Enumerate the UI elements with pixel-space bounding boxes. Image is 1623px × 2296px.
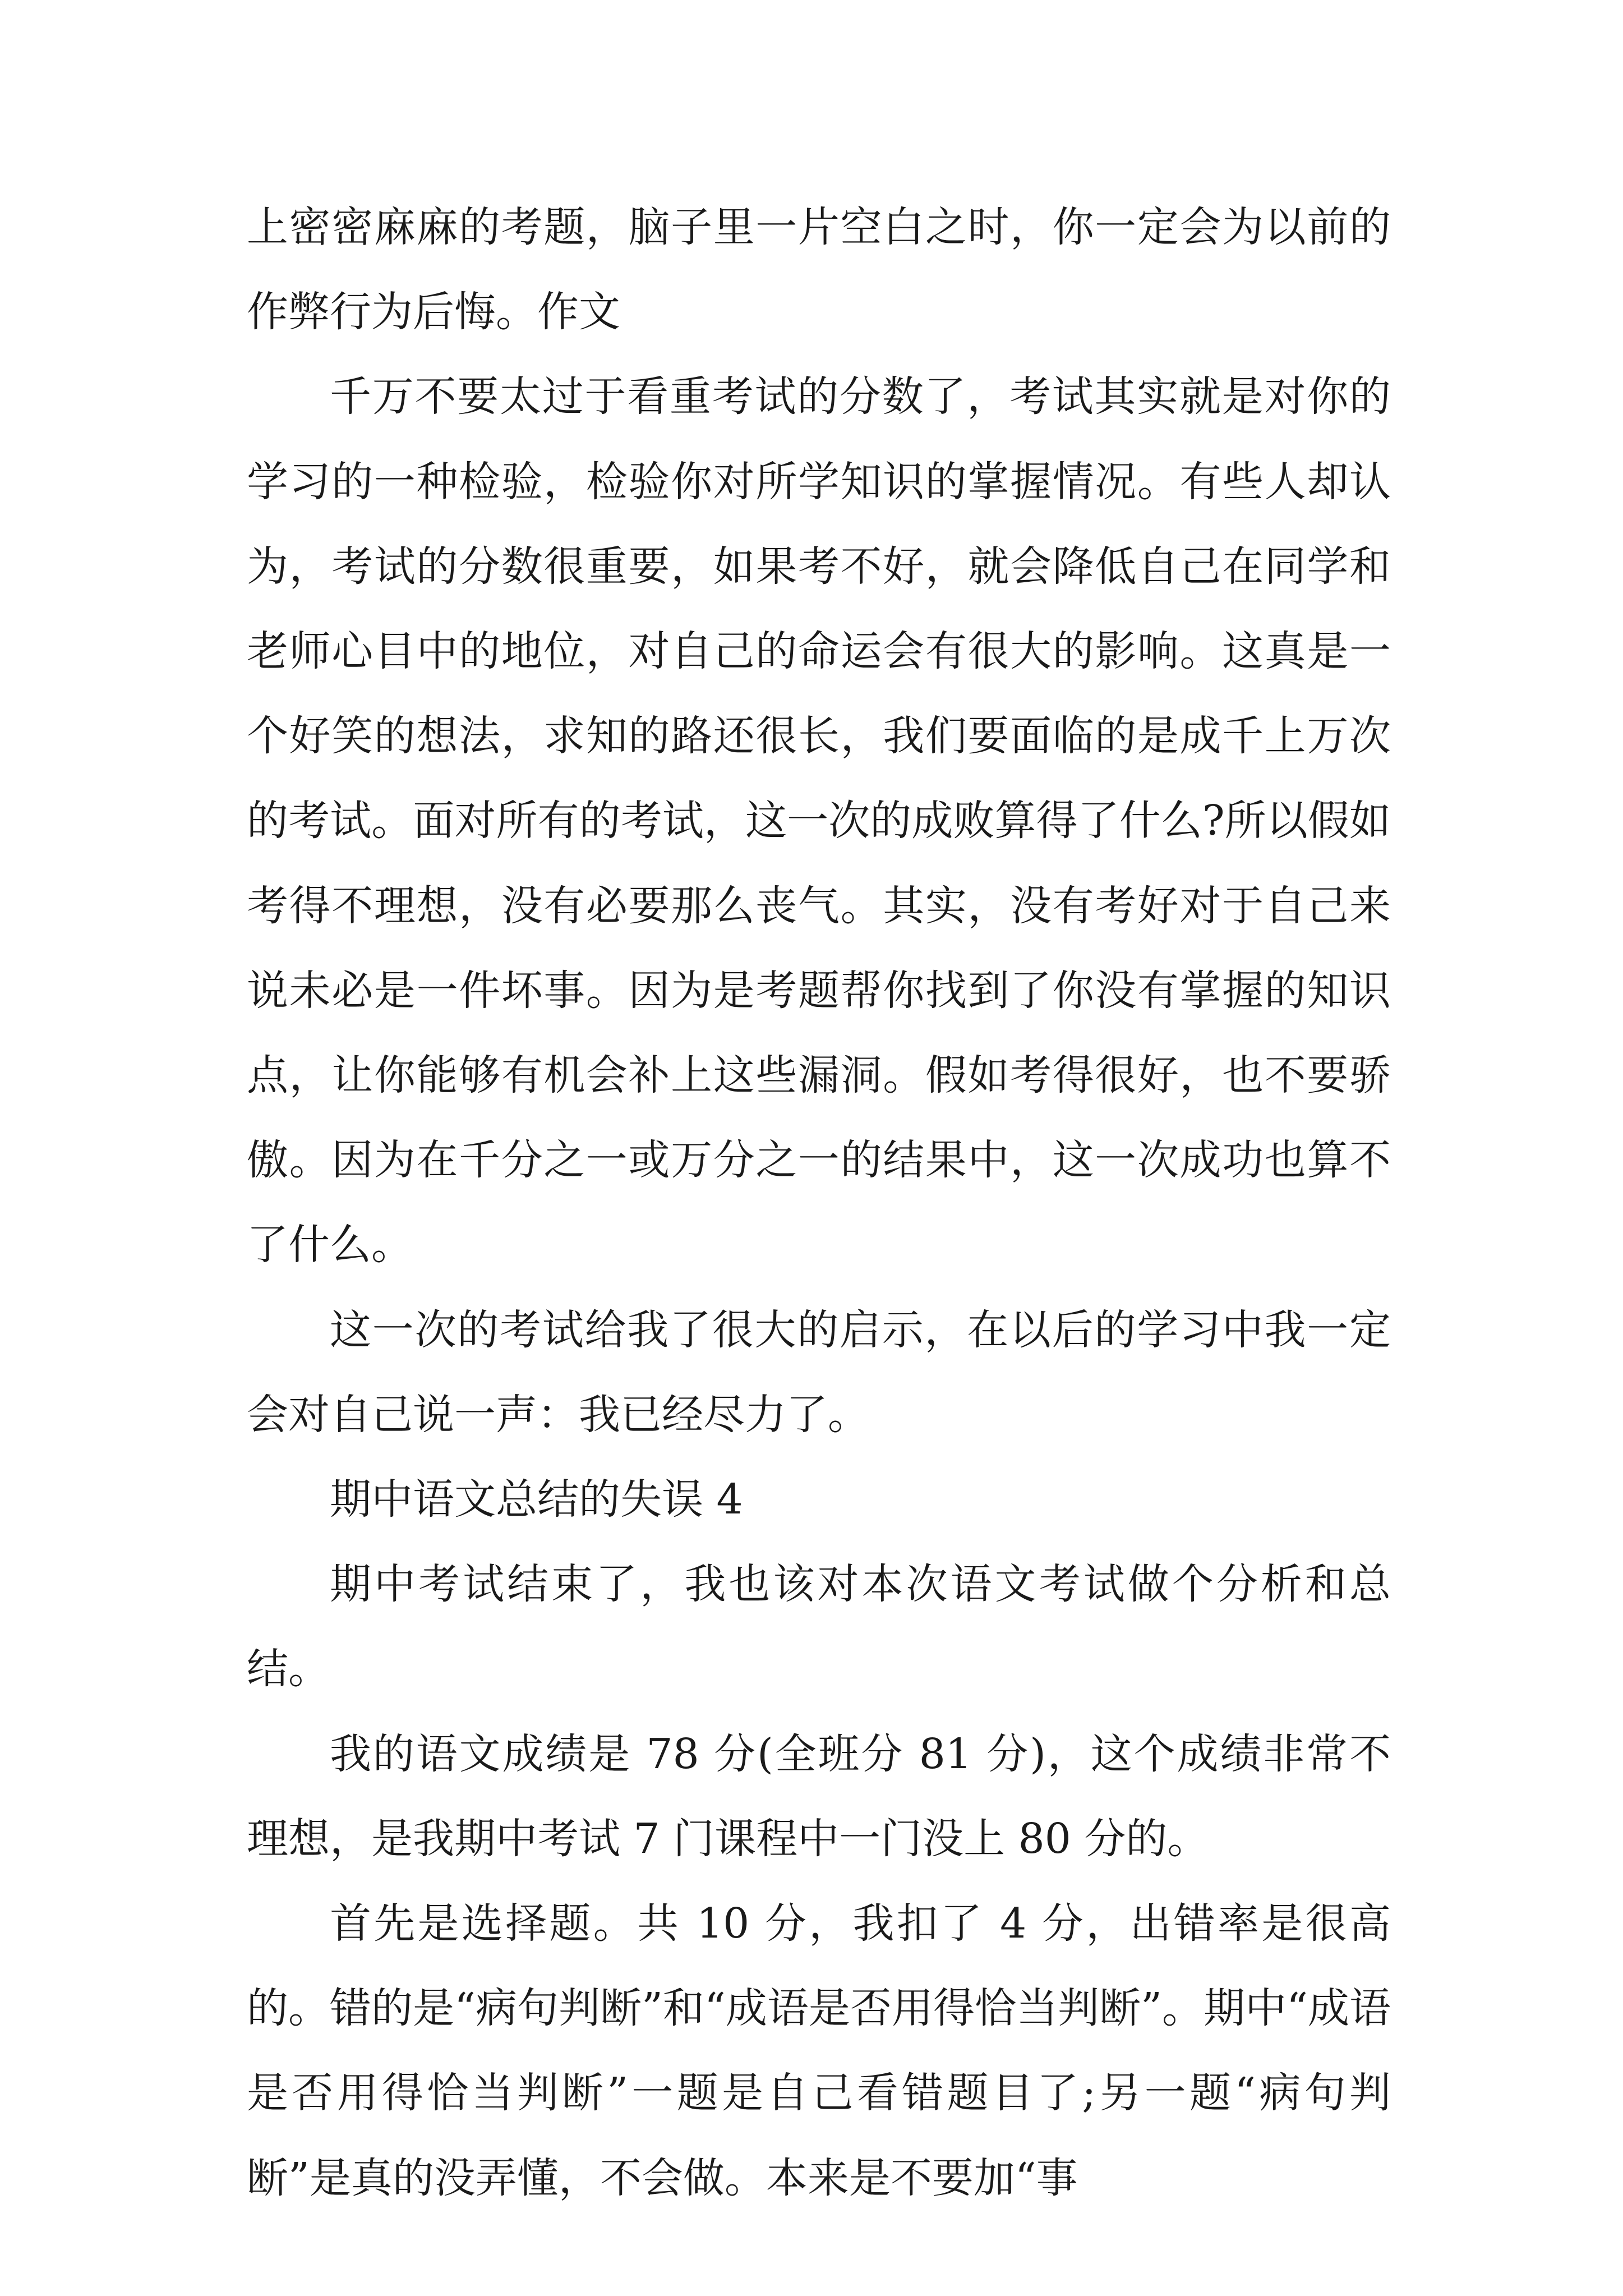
section-heading: 期中语文总结的失误 4 xyxy=(330,1475,743,1524)
paragraph-continuation: 上密密麻麻的考题，脑子里一片空白之时，你一定会为以前的作弊行为后悔。作文 xyxy=(247,203,1391,337)
document-body xyxy=(247,185,1391,2221)
paragraph-chinese-score: 我的语文成绩是 78 分(全班分 81 分)，这个成绩非常不理想，是我期中考试 7 门课程中一门没上 80 分的。 xyxy=(247,1729,1391,1863)
paragraph-multiple-choice: 首先是选择题。共 10 分，我扣了 4 分，出错率是很高的。错的是“病句判断”和“成语是否用得恰当判断”。期中“成语是否用得恰当判断”一题是自己看错题目了;另一题“病句判断”是真的没弄懂，不会做。本来是不要加“事 xyxy=(247,1899,1391,2202)
paragraph-exam-lesson: 这一次的考试给我了很大的启示，在以后的学习中我一定会对自己说一声：我已经尽力了。 xyxy=(247,1305,1391,1439)
paragraph-midterm-intro: 期中考试结束了，我也该对本次语文考试做个分析和总结。 xyxy=(247,1560,1391,1694)
paragraph-exam-score-reflection: 千万不要太过于看重考试的分数了，考试其实就是对你的学习的一种检验，检验你对所学知识的掌握情况。有些人却认为，考试的分数很重要，如果考不好，就会降低自己在同学和老师心目中的地位，对自己的命运会有很大的影响。这真是一个好笑的想法，求知的路还很长，我们要面临的是成千上万次的考试。面对所有的考试，这一次的成败算得了什么?所以假如考得不理想，没有必要那么丧气。其实，没有考好对于自己来说未必是一件坏事。因为是考题帮你找到了你没有掌握的知识点，让你能够有机会补上这些漏洞。假如考得很好，也不要骄傲。因为在千分之一或万分之一的结果中，这一次成功也算不了什么。 xyxy=(247,372,1391,1269)
